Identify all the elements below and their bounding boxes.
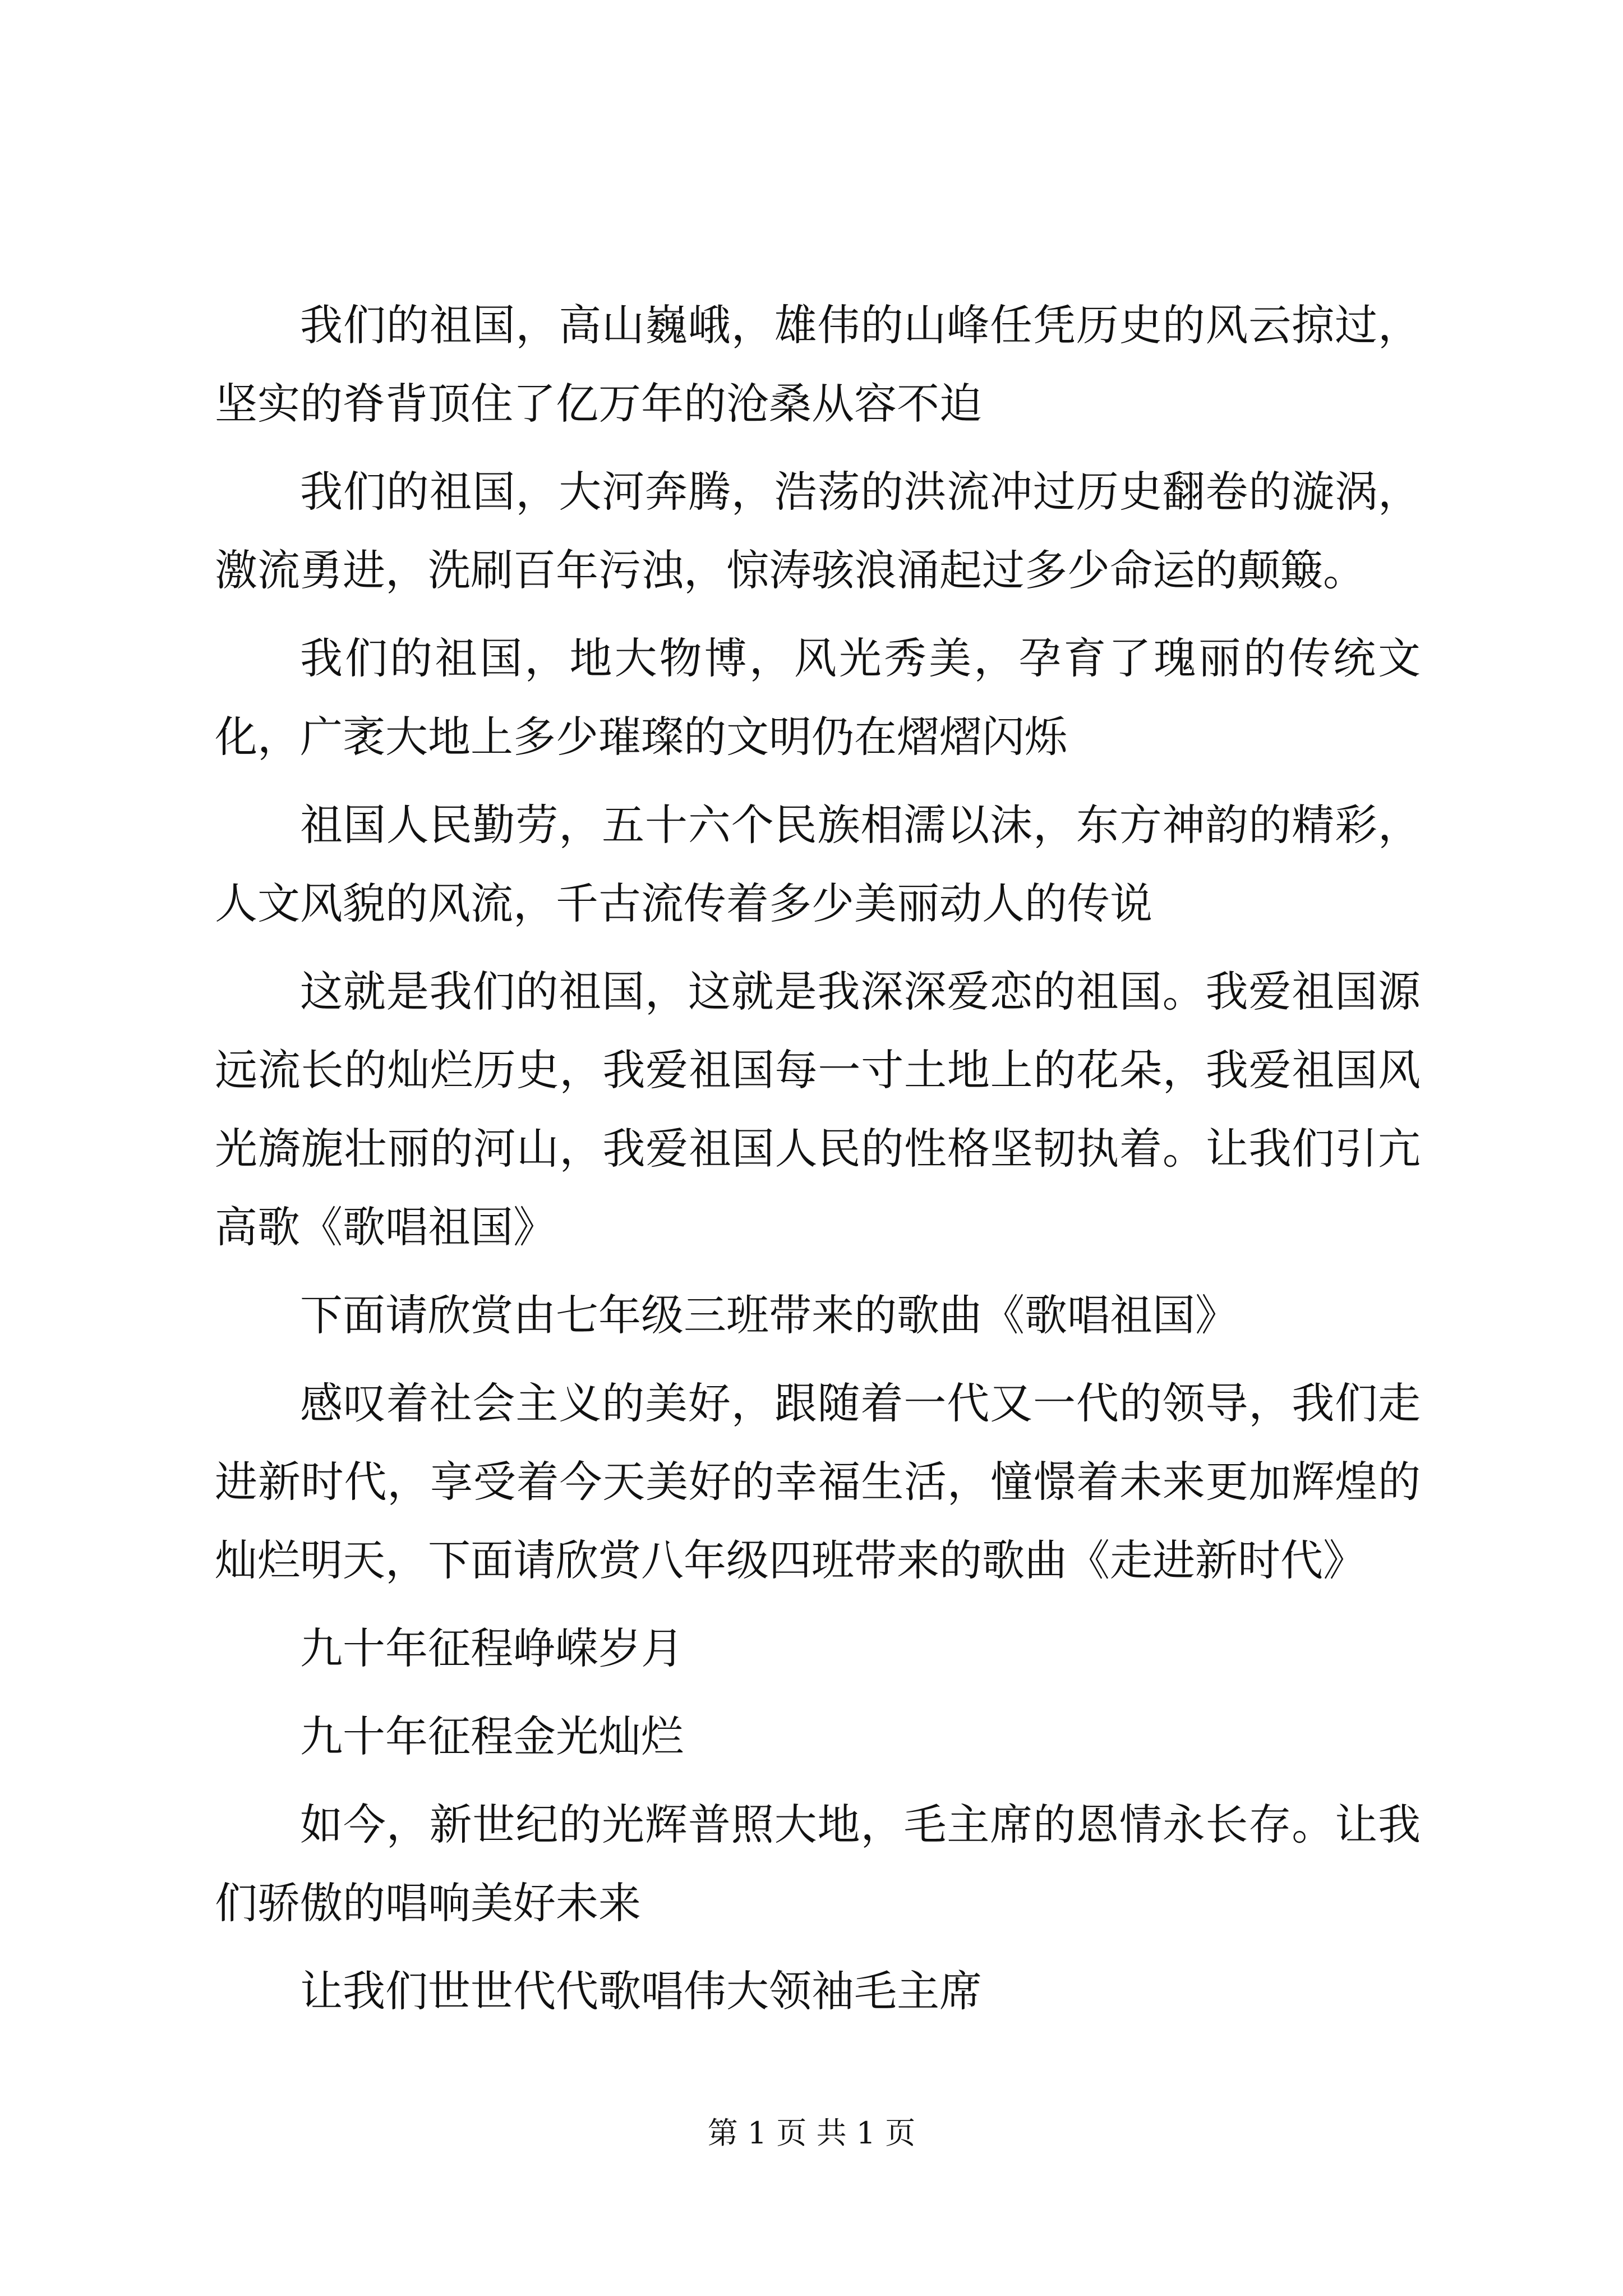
document-body <box>215 286 1421 2040</box>
paragraph: 下面请欣赏由七年级三班带来的歌曲《歌唱祖国》 <box>300 1290 1238 1340</box>
paragraph: 让我们世世代代歌唱伟大领袖毛主席 <box>300 1966 982 2016</box>
page-footer: 第 1 页 共 1 页 <box>707 2115 916 2151</box>
paragraph: 九十年征程峥嵘岁月 <box>300 1623 684 1673</box>
paragraph: 如今，新世纪的光辉普照大地，毛主席的恩情永长存。让我们骄傲的唱响美好未来 <box>215 1800 1421 1928</box>
paragraph: 感叹着社会主义的美好，跟随着一代又一代的领导，我们走进新时代，享受着今天美好的幸福生活，憧憬着未来更加辉煌的灿烂明天，下面请欣赏八年级四班带来的歌曲《走进新时代》 <box>215 1378 1421 1585</box>
paragraph: 我们的祖国，大河奔腾，浩荡的洪流冲过历史翻卷的漩涡，激流勇进，洗刷百年污浊，惊涛骇浪涌起过多少命运的颠簸。 <box>215 467 1421 595</box>
paragraph: 我们的祖国，地大物博，风光秀美，孕育了瑰丽的传统文化，广袤大地上多少璀璨的文明仍在熠熠闪烁 <box>215 633 1421 762</box>
paragraph: 我们的祖国，高山巍峨，雄伟的山峰任凭历史的风云掠过，坚实的脊背顶住了亿万年的沧桑从容不迫 <box>215 300 1421 429</box>
paragraph: 祖国人民勤劳，五十六个民族相濡以沫，东方神韵的精彩，人文风貌的风流，千古流传着多少美丽动人的传说 <box>215 800 1421 928</box>
paragraph: 这就是我们的祖国，这就是我深深爱恋的祖国。我爱祖国源远流长的灿烂历史，我爱祖国每一寸土地上的花朵，我爱祖国风光旖旎壮丽的河山，我爱祖国人民的性格坚韧执着。让我们引亢高歌《歌唱祖国》 <box>215 967 1421 1252</box>
paragraph: 九十年征程金光灿烂 <box>300 1711 684 1761</box>
